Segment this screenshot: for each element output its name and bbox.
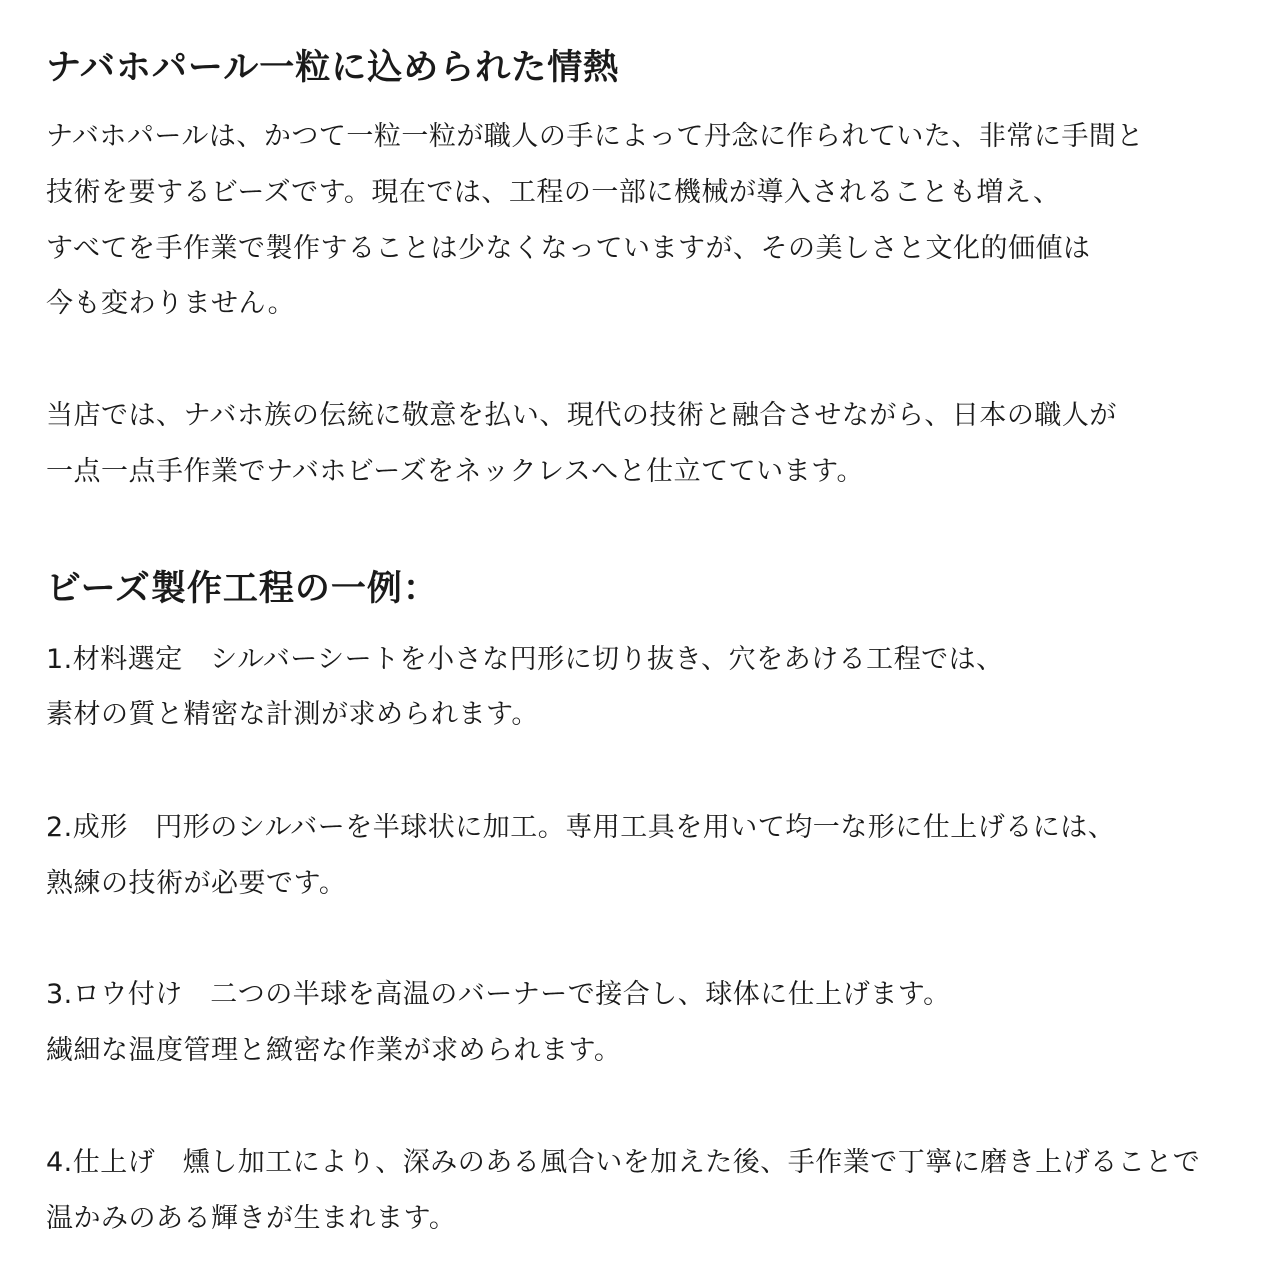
- document-page: [46, 0, 1280, 1280]
- step-3-line-2: 繊細な温度管理と緻密な作業が求められます。: [46, 1035, 622, 1066]
- step-2-line-1: 2.成形 円形のシルバーを半球状に加工。専用工具を用いて均一な形に仕上げるには、: [46, 812, 1116, 843]
- shop-line-2: 一点一点手作業でナバホビーズをネックレスへと仕立てています。: [46, 456, 864, 487]
- process-heading: ビーズ製作工程の一例：: [46, 569, 439, 609]
- intro-line-3: すべてを手作業で製作することは少なくなっていますが、その美しさと文化的価値は: [46, 233, 1091, 264]
- step-2-line-2: 熟練の技術が必要です。: [46, 868, 347, 899]
- intro-line-2: 技術を要するビーズです。現在では、工程の一部に機械が導入されることも増え、: [46, 177, 1061, 208]
- step-4-line-2: 温かみのある輝きが生まれます。: [46, 1203, 457, 1234]
- shop-line-1: 当店では、ナバホ族の伝統に敬意を払い、現代の技術と融合させながら、日本の職人が: [46, 400, 1117, 431]
- intro-line-4: 今も変わりません。: [46, 288, 296, 319]
- step-4-line-1: 4.仕上げ 燻し加工により、深みのある風合いを加えた後、手作業で丁寧に磨き上げることで: [46, 1147, 1201, 1178]
- intro-line-1: ナバホパールは、かつて一粒一粒が職人の手によって丹念に作られていた、非常に手間と: [46, 121, 1144, 152]
- step-1-line-2: 素材の質と精密な計測が求められます。: [46, 699, 539, 730]
- step-1-line-1: 1.材料選定 シルバーシートを小さな円形に切り抜き、穴をあける工程では、: [46, 644, 1004, 675]
- main-heading: ナバホパール一粒に込められた情熱: [46, 48, 620, 88]
- step-3-line-1: 3.ロウ付け 二つの半球を高温のバーナーで接合し、球体に仕上げます。: [46, 979, 951, 1010]
